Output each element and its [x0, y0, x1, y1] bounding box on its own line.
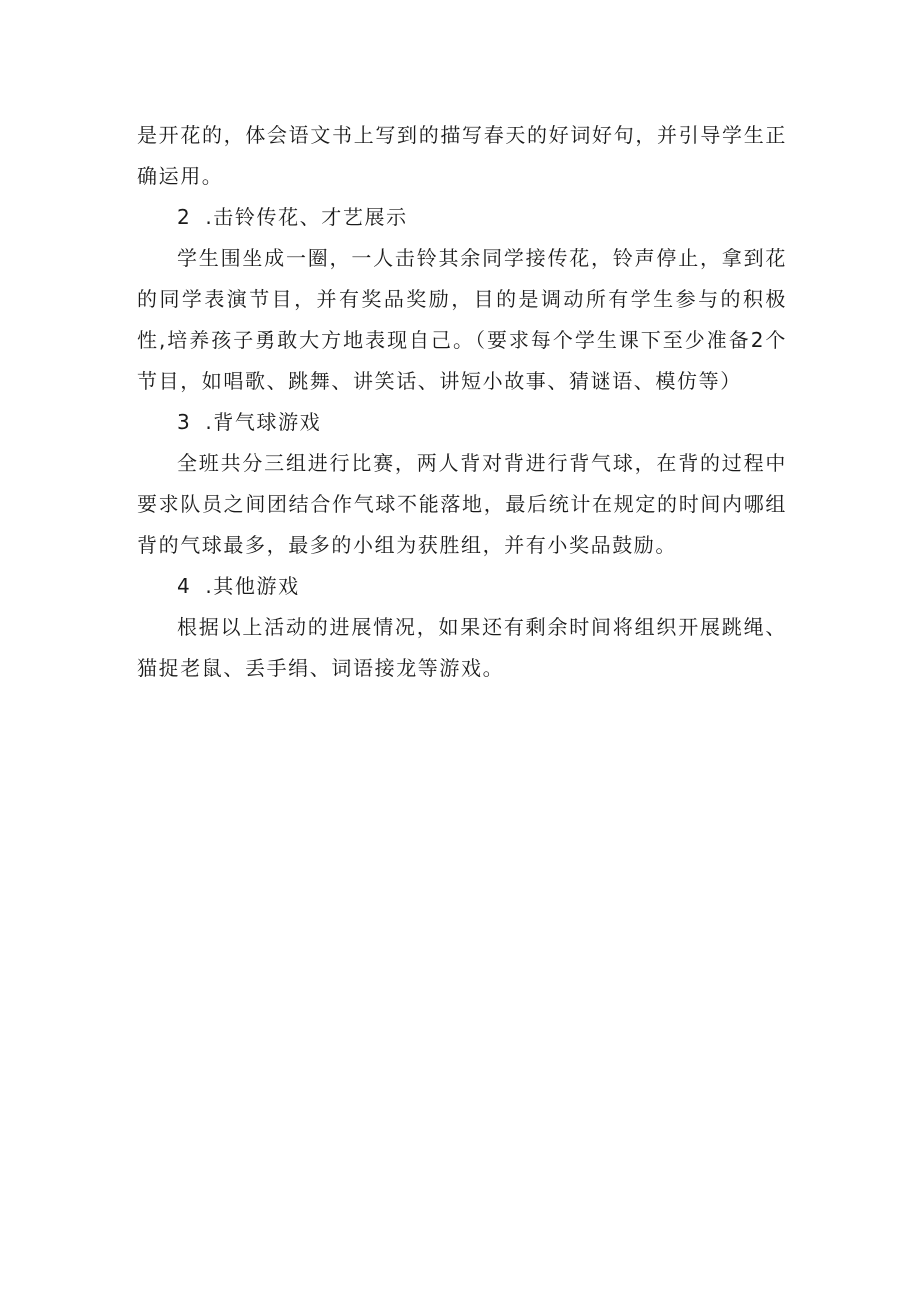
paragraph: 学生围坐成一圈，一人击铃其余同学接传花，铃声停止，拿到花的同学表演节目，并有奖品奖励，目的是调动所有学生参与的积极性,培养孩子勇敢大方地表现自己。（要求每个学生课下至少准备2个节目，如唱歌、跳舞、讲笑话、讲短小故事、猜谜语、模仿等） [137, 246, 787, 393]
section-heading-3 [137, 402, 787, 443]
section-title: .击铃传花、才艺展示 [205, 205, 408, 229]
section-number: 2 [177, 205, 192, 229]
paragraph: 根据以上活动的进展情况，如果还有剩余时间将组织开展跳绳、猫捉老鼠、丢手绢、词语接龙等游戏。 [137, 615, 787, 680]
section-title: .背气球游戏 [205, 410, 322, 434]
section-number: 3 [177, 410, 192, 434]
document-body [137, 115, 787, 689]
section-heading-4 [137, 566, 787, 607]
section-title: .其他游戏 [205, 574, 300, 598]
paragraph-continued: 是开花的，体会语文书上写到的描写春天的好词好句，并引导学生正确运用。 [137, 123, 787, 188]
section-number: 4 [177, 574, 192, 598]
section-heading-2 [137, 197, 787, 238]
paragraph: 全班共分三组进行比赛，两人背对背进行背气球，在背的过程中要求队员之间团结合作气球不能落地，最后统计在规定的时间内哪组背的气球最多，最多的小组为获胜组，并有小奖品鼓励。 [137, 451, 787, 557]
